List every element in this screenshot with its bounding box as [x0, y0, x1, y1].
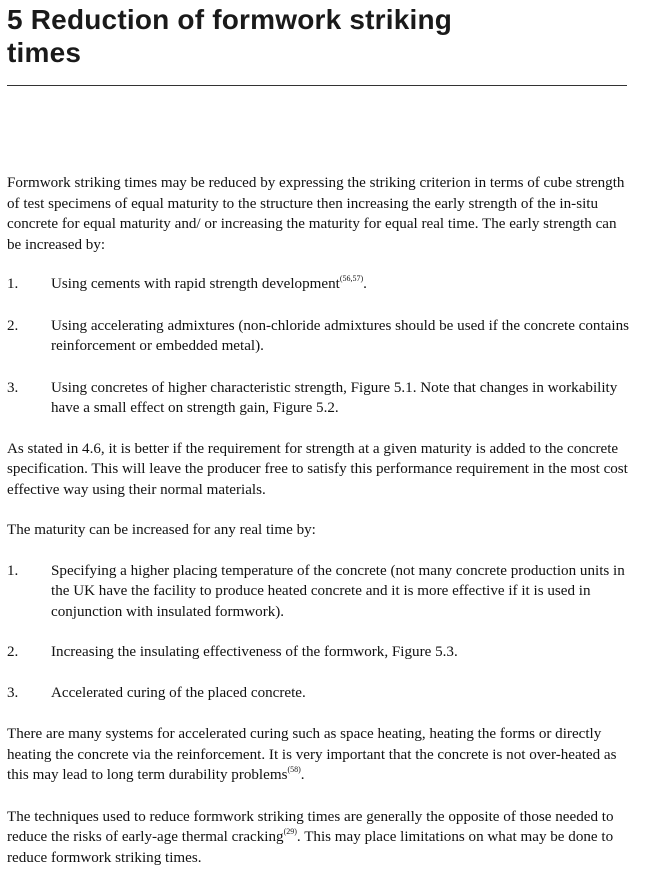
reference-mark: (58)	[287, 765, 301, 774]
reference-mark: (56,57)	[339, 274, 364, 283]
list-item	[7, 642, 629, 663]
heading-divider	[7, 85, 627, 86]
section-title-line1: 5 Reduction of formwork striking	[7, 4, 453, 35]
list-number: 2.	[7, 317, 19, 334]
list-text: Using cements with rapid strength development	[51, 276, 340, 292]
paragraph-text: There are many systems for accelerated curing such as space heating, heating the forms or directly heating the concrete via the reinforcement. It is very important that the concrete is not over-heated as this may lead to long term durability problems	[7, 726, 617, 783]
paragraph-maturity: The maturity can be increased for any real time by:	[7, 522, 316, 538]
list-item	[7, 274, 629, 295]
list-number: 1.	[7, 276, 19, 292]
reference-mark: (29)	[283, 827, 297, 836]
paragraph-text: The techniques used to reduce formwork striking times are generally the opposite of those needed to reduce the risks of early-age thermal cracking	[7, 808, 614, 845]
list-text-end: .	[363, 276, 367, 292]
list-text: Specifying a higher placing temperature of the concrete (not many concrete production units in the UK have the facility to produce heated concrete and it is more effective if it is used in conjunction with insulated formwork).	[51, 562, 625, 620]
intro-paragraph: Formwork striking times may be reduced by expressing the striking criterion in terms of cube strength of test specimens of equal maturity to the structure then increasing the early strength of the in-situ concrete for equal maturity and/ or increasing the maturity for equal real time. The early strength can be increased by:	[7, 175, 625, 253]
list-number: 3.	[7, 684, 19, 701]
list-number: 2.	[7, 644, 19, 660]
list-number: 1.	[7, 562, 19, 579]
list-item	[7, 316, 629, 357]
list-item	[7, 378, 629, 419]
paragraph-specification: As stated in 4.6, it is better if the requirement for strength at a given maturity is added to the concrete specification. This will leave the producer free to satisfy this performance requirement in the most cost effective way using their normal materials.	[7, 440, 628, 498]
list-text: Using accelerating admixtures (non-chloride admixtures should be used if the concrete contains reinforcement or embedded metal).	[51, 317, 629, 354]
list-item	[7, 683, 629, 704]
document-body	[7, 173, 629, 868]
list-text: Increasing the insulating effectiveness of the formwork, Figure 5.3.	[51, 644, 458, 660]
paragraph-text-end: . This may place limitations on what may be done to reduce formwork striking times.	[7, 829, 614, 866]
list-text: Accelerated curing of the placed concrete.	[51, 684, 306, 701]
section-title-line2: times	[7, 37, 82, 68]
paragraph-techniques	[7, 807, 629, 869]
section-heading	[7, 3, 607, 69]
list-item	[7, 561, 629, 623]
list-number: 3.	[7, 379, 19, 396]
paragraph-text-end: .	[300, 767, 305, 783]
paragraph-curing	[7, 724, 629, 786]
list-text: Using concretes of higher characteristic strength, Figure 5.1. Note that changes in workability have a small effect on strength gain, Figure 5.2.	[51, 379, 618, 416]
